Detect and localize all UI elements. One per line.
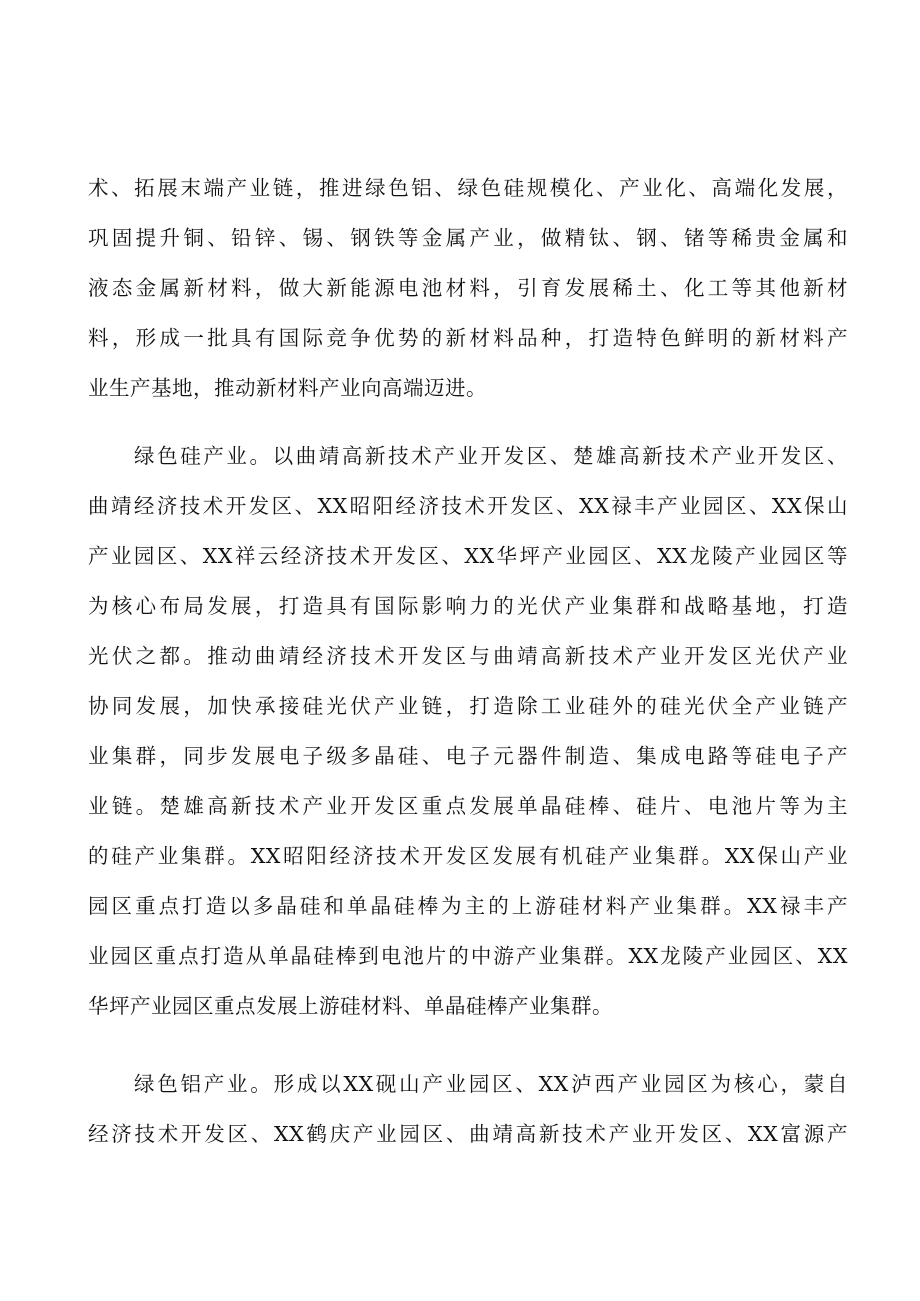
text-line: 巩固提升铜、铅锌、锡、钢铁等金属产业，做精钛、钢、锗等稀贵金属和: [88, 226, 848, 250]
text-line: 光伏之都。推动曲靖经济技术开发区与曲靖高新技术产业开发区光伏产业: [88, 644, 848, 668]
text-line: 产业园区、XX祥云经济技术开发区、XX华坪产业园区、XX龙陵产业园区等: [88, 544, 848, 568]
text-line: 业生产基地，推动新材料产业向高端迈进。: [88, 376, 487, 400]
text-line: 业集群，同步发展电子级多晶硅、电子元器件制造、集成电路等硅电子产: [88, 744, 848, 768]
text-line: 料，形成一批具有国际竞争优势的新材料品种，打造特色鲜明的新材料产: [88, 326, 848, 350]
text-line: 绿色铝产业。形成以XX砚山产业园区、XX泸西产业园区为核心，蒙自: [134, 1072, 848, 1096]
text-line: 华坪产业园区重点发展上游硅材料、单晶硅棒产业集群。: [88, 994, 613, 1018]
text-line: 为核心布局发展，打造具有国际影响力的光伏产业集群和战略基地，打造: [88, 594, 848, 618]
text-line: 术、拓展末端产业链，推进绿色铝、绿色硅规模化、产业化、高端化发展，: [88, 176, 848, 200]
text-line: 的硅产业集群。XX昭阳经济技术开发区发展有机硅产业集群。XX保山产业: [88, 844, 848, 868]
text-line: 协同发展，加快承接硅光伏产业链，打造除工业硅外的硅光伏全产业链产: [88, 694, 848, 718]
text-line: 业园区重点打造从单晶硅棒到电池片的中游产业集群。XX龙陵产业园区、XX: [88, 944, 848, 968]
text-line: 业链。楚雄高新技术产业开发区重点发展单晶硅棒、硅片、电池片等为主: [88, 794, 848, 818]
text-line: 液态金属新材料，做大新能源电池材料，引育发展稀土、化工等其他新材: [88, 276, 848, 300]
text-line: 经济技术开发区、XX鹤庆产业园区、曲靖高新技术产业开发区、XX富源产: [88, 1122, 848, 1146]
text-line: 绿色硅产业。以曲靖高新技术产业开发区、楚雄高新技术产业开发区、: [134, 444, 848, 468]
text-line: 园区重点打造以多晶硅和单晶硅棒为主的上游硅材料产业集群。XX禄丰产: [88, 894, 848, 918]
text-line: 曲靖经济技术开发区、XX昭阳经济技术开发区、XX禄丰产业园区、XX保山: [88, 494, 848, 518]
